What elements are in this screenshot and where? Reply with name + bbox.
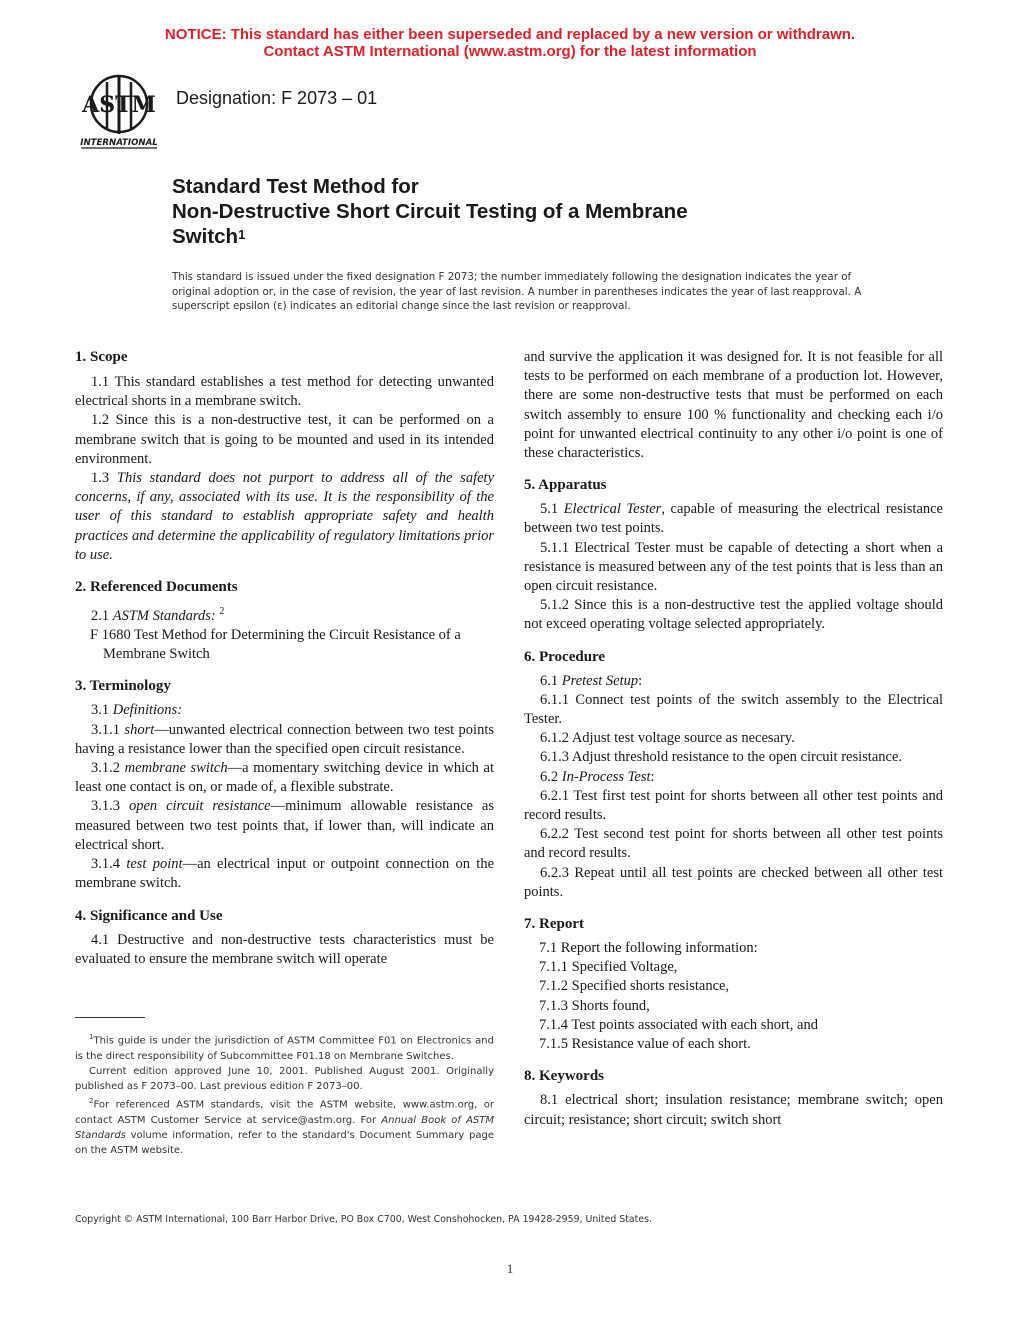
para-2-1 (75, 602, 494, 626)
notice-banner (0, 26, 1020, 60)
para-3-1-num: 3.1 (91, 702, 113, 719)
report-item: 7.1.4 Test points associated with each short, and (539, 1016, 818, 1033)
page-number: 1 (506, 1261, 514, 1276)
para-5-1-term: Electrical Tester (563, 501, 662, 518)
title-line-2: Non-Destructive Short Circuit Testing of a Membrane (172, 200, 688, 223)
section-8-heading: 8. Keywords (524, 1068, 604, 1085)
definition-test-point-text: —an electrical input or outpoint connection on the membrane switch. (75, 856, 495, 892)
section-4-heading: 4. Significance and Use (75, 907, 223, 924)
para-6-1-1: 6.1.1 Connect test points of the switch assembly to the Electrical Tester. (524, 691, 943, 728)
para-6-2-text: In-Process Test (561, 768, 651, 785)
para-4-1-continued: and survive the application it was designed for. It is not feasible for all tests to be performed on each membrane of a production lot. However, there are some non-destructive tests that must be performed on each switch assembly to ensure 100 % functionality and checking each i/o point for unwanted electrical continuity to any other i/o point is one of these characteristics. (524, 349, 943, 462)
copyright: Copyright © ASTM International, 100 Barr Harbor Drive, PO Box C700, West Conshohocken, PA 19428-2959, United States. (75, 1214, 652, 1225)
section-2-heading: 2. Referenced Documents (75, 579, 238, 596)
footnote-1b: Current edition approved June 10, 2001. Published August 2001. Originally published as F 2073–00. Last previous edition F 2073–00. (75, 1065, 494, 1092)
left-column (75, 348, 494, 969)
reference-f1680: F 1680 Test Method for Determining the Circuit Resistance of a Membrane Switch (90, 627, 461, 663)
footnote-2-mark: 2 (89, 1097, 94, 1106)
section-7-heading: 7. Report (524, 916, 584, 933)
definition-test-point-num: 3.1.4 (91, 856, 127, 873)
definition-open-circuit-resistance (75, 797, 494, 855)
astm-logo (78, 72, 160, 150)
para-2-1-num: 2.1 (91, 607, 113, 624)
definition-short-num: 3.1.1 (91, 721, 125, 738)
para-5-1-text: , capable of measuring the electrical resistance between two test points. (524, 501, 943, 537)
definition-membrane-switch-num: 3.1.2 (91, 760, 125, 777)
definition-ocr-num: 3.1.3 (91, 798, 129, 815)
report-list (524, 939, 943, 1054)
report-item: 7.1.3 Shorts found, (539, 997, 650, 1014)
footnotes (75, 1030, 494, 1158)
definition-ocr-term: open circuit resistance (128, 798, 271, 815)
section-3-heading: 3. Terminology (75, 678, 171, 695)
para-6-1-2: 6.1.2 Adjust test voltage source as necesary. (540, 730, 795, 747)
para-6-2-num: 6.2 (540, 768, 562, 785)
title-footnote-mark: 1 (238, 227, 246, 242)
footnote-divider (75, 1017, 145, 1018)
section-6-heading: 6. Procedure (524, 648, 606, 665)
definition-membrane-switch-term: membrane switch (124, 760, 228, 777)
para-6-2-1: 6.2.1 Test first test point for shorts between all other test points and record results. (524, 787, 943, 824)
logo-text: ASTM (82, 92, 156, 118)
footnote-2-italic: Annual Book of ASTM Standards (75, 1114, 495, 1141)
para-2-1-text: ASTM Standards: (112, 607, 216, 624)
notice-line-2: Contact ASTM International (www.astm.org) for the latest information (263, 43, 757, 60)
title-line-1: Standard Test Method for (172, 175, 419, 198)
title-line-3 (172, 224, 872, 249)
footnote-1 (75, 1030, 494, 1064)
notice-line-1: NOTICE: This standard has either been superseded and replaced by a new version or withdrawn. (164, 26, 856, 43)
para-8-1: 8.1 electrical short; insulation resistance; membrane switch; open circuit; resistance; short circuit; switch short (524, 1092, 943, 1128)
para-5-1-2: 5.1.2 Since this is a non-destructive test the applied voltage should not exceed operating voltage selected appropriately. (524, 597, 943, 633)
para-1-3-text: This standard does not purport to address all of the safety concerns, if any, associated with its use. It is the responsibility of the user of this standard to establish appropriate safety and health practices and determine the applicability of regulatory limitations prior to use. (75, 470, 495, 563)
para-6-1-colon: : (638, 672, 643, 689)
document-title (172, 174, 872, 249)
para-6-2-3: 6.2.3 Repeat until all test points are checked between all other test points. (524, 864, 943, 900)
issue-note: This standard is issued under the fixed designation F 2073; the number immediately following the designation indicates the year of original adoption or, in the case of revision, the year of last revision. A number in parentheses indicates the year of last reapproval. A superscript epsilon (ε) indicates an editorial change since the last revision or reapproval. (172, 271, 862, 312)
logo-subtext: INTERNATIONAL (80, 138, 158, 148)
para-6-1-3: 6.1.3 Adjust threshold resistance to the open circuit resistance. (540, 749, 903, 766)
para-3-1 (75, 701, 494, 720)
para-6-2-2: 6.2.2 Test second test point for shorts between all other test points and record results. (524, 826, 943, 862)
para-6-2 (524, 768, 943, 787)
right-column (524, 348, 943, 1130)
para-5-1-num: 5.1 (540, 501, 564, 518)
para-6-1-num: 6.1 (540, 672, 562, 689)
para-1-2: 1.2 Since this is a non-destructive test, it can be performed on a membrane switch that is going to be mounted and used in its intended environment. (75, 412, 494, 467)
para-6-1 (524, 672, 943, 691)
para-2-1-sup: 2 (219, 606, 225, 618)
title-line-3-text: Switch (172, 225, 239, 248)
footnote-2-text-b: volume information, refer to the standard's Document Summary page on the ASTM website. (75, 1129, 494, 1157)
report-item: 7.1 Report the following information: (539, 940, 758, 957)
section-5-heading: 5. Apparatus (524, 477, 607, 494)
definition-ocr-text: —minimum allowable resistance as measured between two test points that, if lower than, will indicate an electrical short. (75, 798, 494, 853)
definition-membrane-switch-text: —a momentary switching device in which at least one contact is on, or made of, a flexible substrate. (75, 760, 495, 796)
para-5-1-1: 5.1.1 Electrical Tester must be capable of detecting a short when a resistance is measured between any of the test points that is less than an open circuit resistance. (524, 539, 943, 595)
footnote-1-text: This guide is under the jurisdiction of ASTM Committee F01 on Electronics and is the direct responsibility of Subcommittee F01.18 on Membrane Switches. (75, 1035, 494, 1062)
para-3-1-text: Definitions: (112, 702, 183, 719)
report-item: 7.1.2 Specified shorts resistance, (539, 978, 730, 995)
definition-short-text: —unwanted electrical connection between two test points having a resistance lower than the specified open circuit resistance. (75, 721, 494, 757)
definition-short-term: short (124, 721, 155, 738)
definition-membrane-switch (75, 759, 494, 797)
report-item: 7.1.1 Specified Voltage, (539, 959, 678, 976)
para-1-3 (75, 469, 494, 565)
report-item: 7.1.5 Resistance value of each short. (539, 1036, 751, 1053)
section-1-heading: 1. Scope (75, 349, 128, 365)
para-1-1: 1.1 This standard establishes a test method for detecting unwanted electrical shorts in a membrane switch. (75, 374, 494, 410)
designation: Designation: F 2073 – 01 (176, 88, 378, 108)
definition-short (75, 721, 494, 759)
footnote-2 (75, 1094, 494, 1158)
footnote-2-text-a: For referenced ASTM standards, visit the ASTM website, www.astm.org, or contact ASTM Customer Service at service@astm.org. For (75, 1099, 494, 1126)
definition-test-point-term: test point (126, 856, 183, 873)
para-6-1-text: Pretest Setup (561, 672, 639, 689)
footnote-1-mark: 1 (89, 1033, 94, 1041)
para-5-1 (524, 500, 943, 538)
para-4-1: 4.1 Destructive and non-destructive tests characteristics must be evaluated to ensure the membrane switch will operate (75, 931, 494, 967)
para-6-2-colon: : (650, 768, 655, 785)
para-1-3-num: 1.3 (91, 470, 117, 487)
definition-test-point (75, 855, 494, 893)
